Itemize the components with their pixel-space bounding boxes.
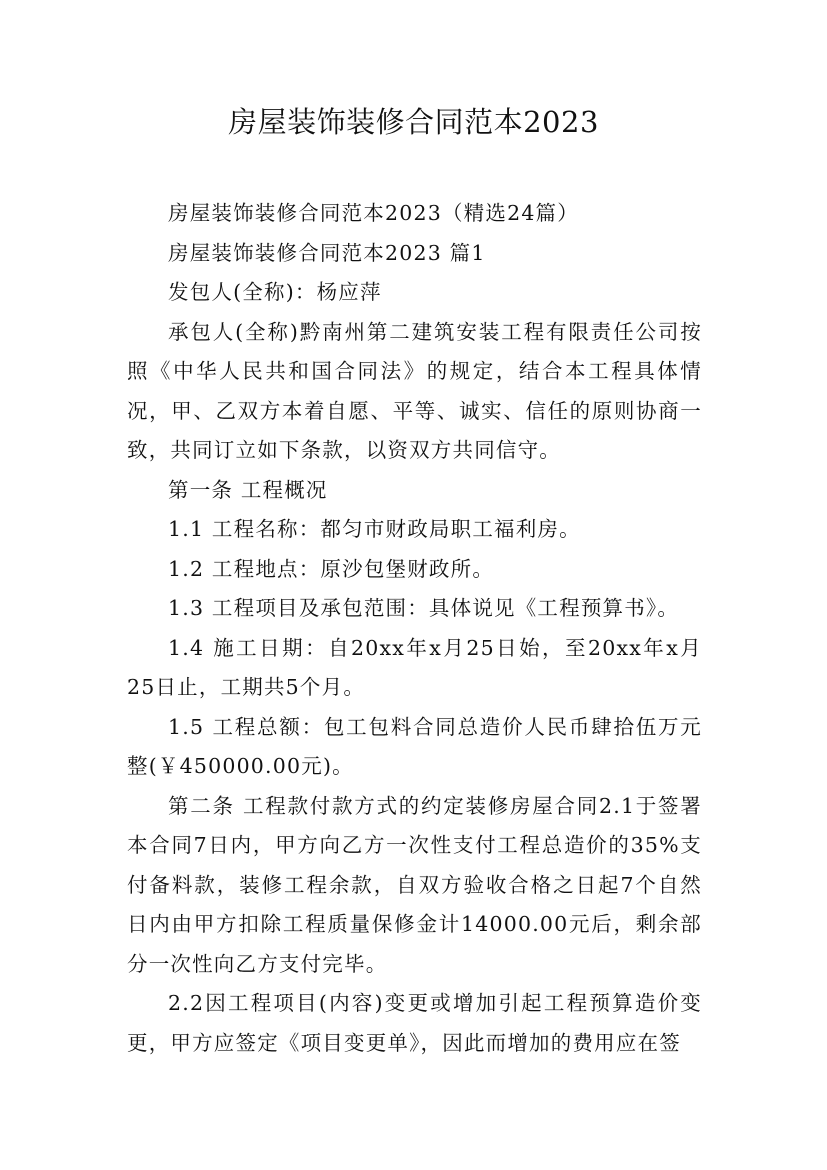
paragraph-contractor: 承包人(全称)黔南州第二建筑安装工程有限责任公司按照《中华人民共和国合同法》的规定，结合本工程具体情况，甲、乙双方本着自愿、平等、诚实、信任的原则协商一致，共同订立如下条款，以资双方共同信守。	[127, 319, 702, 462]
paragraph-employer: 发包人(全称)：杨应萍	[168, 280, 382, 304]
paragraph-clause-2-2: 2.2因工程项目(内容)变更或增加引起工程预算造价变更，甲方应签定《项目变更单》，因此而增加的费用应在签	[127, 991, 702, 1055]
paragraph-article-2: 第二条 工程款付款方式的约定装修房屋合同2.1于签署本合同7日内，甲方向乙方一次性支付工程总造价的35%支付备料款，装修工程余款，自双方验收合格之日起7个自然日内由甲方扣除工程质量保修金计14000.00元后，剩余部分一次性向乙方支付完毕。	[127, 793, 702, 976]
paragraph-clause-1-5: 1.5 工程总额：包工包料合同总造价人民币肆拾伍万元整(￥450000.00元)。	[127, 714, 702, 778]
paragraph-section-heading: 房屋装饰装修合同范本2023 篇1	[168, 240, 486, 265]
document-title: 房屋装饰装修合同范本2023	[228, 105, 599, 139]
paragraph-clause-1-2: 1.2 工程地点：原沙包堡财政所。	[168, 556, 495, 581]
paragraph-article-1-heading: 第一条 工程概况	[168, 477, 328, 502]
paragraph-subtitle: 房屋装饰装修合同范本2023（精选24篇）	[168, 201, 579, 225]
paragraph-clause-1-3: 1.3 工程项目及承包范围：具体说见《工程预算书》。	[168, 596, 680, 620]
paragraph-clause-1-4: 1.4 施工日期：自20xx年x月25日始，至20xx年x月25日止，工期共5个月。	[127, 635, 702, 699]
paragraph-clause-1-1: 1.1 工程名称：都匀市财政局职工福利房。	[168, 517, 581, 541]
document-body	[127, 194, 702, 1063]
